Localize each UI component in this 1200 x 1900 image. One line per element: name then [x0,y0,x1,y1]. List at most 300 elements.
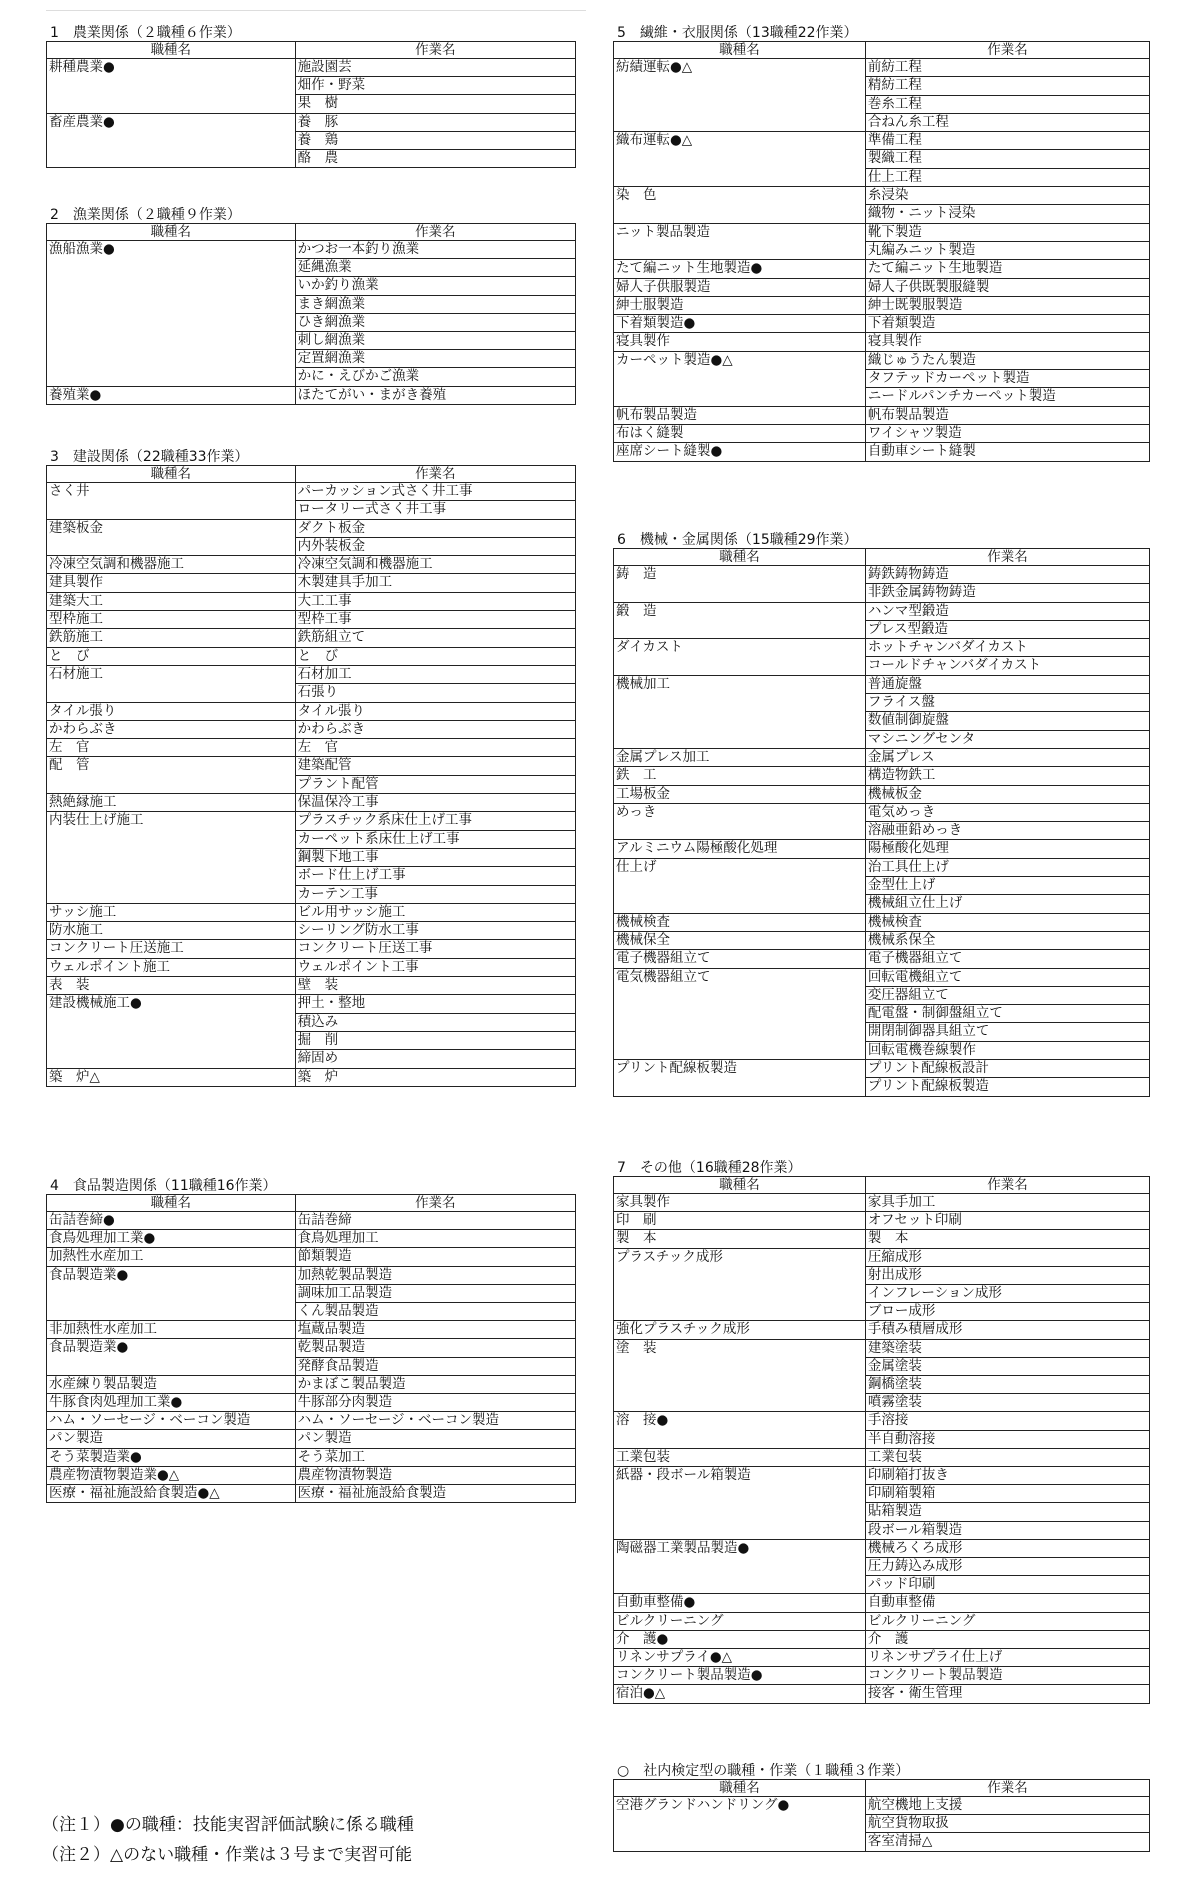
work-name-cell: そう菜加工 [295,1448,575,1466]
job-kind-cell [614,95,866,113]
table-row [614,986,1150,1004]
table-row [614,840,1150,858]
work-name-cell: 家具手加工 [865,1194,1149,1212]
work-name-cell: 陽極酸化処理 [865,840,1149,858]
work-name-cell: 合ねん糸工程 [865,113,1149,131]
job-kind-cell [614,1430,866,1448]
table-row [47,592,576,610]
work-name-cell: 織じゅうたん製造 [865,351,1149,369]
job-kind-cell [47,1357,296,1375]
table-row [47,940,576,958]
column-header-kind: 職種名 [47,42,296,59]
job-kind-cell: 工場板金 [614,785,866,803]
work-name-cell: コンクリート製品製造 [865,1667,1149,1685]
job-kind-cell [614,584,866,602]
section-others [613,1160,1150,1704]
job-kind-cell: 牛豚食肉処理加工業● [47,1394,296,1412]
table-row [47,794,576,812]
job-table [46,1194,576,1503]
table-row [614,730,1150,748]
table-row [47,702,576,720]
work-name-cell: かわらぶき [295,720,575,738]
footnotes [42,1810,414,1870]
work-name-cell: 壁 装 [295,977,575,995]
job-kind-cell [47,867,296,885]
job-kind-cell [47,830,296,848]
work-name-cell: 木製建具手加工 [295,574,575,592]
work-name-cell: 前紡工程 [865,59,1149,77]
table-row [614,767,1150,785]
table-row [47,556,576,574]
table-row [614,1558,1150,1576]
job-kind-cell: 織布運転●△ [614,132,866,150]
job-kind-cell: 介 護● [614,1630,866,1648]
table-row [47,885,576,903]
column-header-kind: 職種名 [47,466,296,483]
table-row [614,443,1150,461]
job-kind-cell [614,1485,866,1503]
work-name-cell: 噴霧塗装 [865,1394,1149,1412]
work-name-cell: 食鳥処理加工 [295,1230,575,1248]
work-name-cell: 印刷箱製箱 [865,1485,1149,1503]
job-kind-cell: 陶磁器工業製品製造● [614,1539,866,1557]
job-kind-cell [614,822,866,840]
work-name-cell: 機械組立仕上げ [865,895,1149,913]
work-name-cell: 金属塗装 [865,1357,1149,1375]
work-name-cell: プラスチック系床仕上げ工事 [295,812,575,830]
work-name-cell: 乾製品製造 [295,1339,575,1357]
work-name-cell: 電気めっき [865,803,1149,821]
table-row [47,629,576,647]
job-kind-cell: 電気機器組立て [614,968,866,986]
job-kind-cell: 非加熱性水産加工 [47,1321,296,1339]
work-name-cell: 回転電機巻線製作 [865,1041,1149,1059]
table-row [614,584,1150,602]
table-row [614,388,1150,406]
table-row [47,1394,576,1412]
job-kind-cell: 婦人子供服製造 [614,278,866,296]
work-name-cell: 構造物鉄工 [865,767,1149,785]
table-row [614,1612,1150,1630]
table-row [47,977,576,995]
job-kind-cell: コンクリート製品製造● [614,1667,866,1685]
work-name-cell: 非鉄金属鋳物鋳造 [865,584,1149,602]
job-kind-cell [614,1303,866,1321]
table-row [47,995,576,1013]
work-name-cell: 半自動溶接 [865,1430,1149,1448]
table-row [47,537,576,555]
work-name-cell: パッド印刷 [865,1576,1149,1594]
table-row [614,931,1150,949]
table-row [47,1375,576,1393]
job-kind-cell [614,1521,866,1539]
work-name-cell: 普通旋盤 [865,675,1149,693]
job-kind-cell [47,1284,296,1302]
job-kind-cell [614,620,866,638]
job-kind-cell: 寝具製作 [614,333,866,351]
job-kind-cell: 金属プレス加工 [614,748,866,766]
work-name-cell: くん製品製造 [295,1303,575,1321]
work-name-cell: プラント配管 [295,775,575,793]
table-row [614,620,1150,638]
table-row [614,1833,1150,1851]
job-kind-cell: 建設機械施工● [47,995,296,1013]
job-kind-cell: リネンサプライ●△ [614,1649,866,1667]
table-row [47,574,576,592]
job-kind-cell [47,313,296,331]
footnote-2: （注２）△のない職種・作業は３号まで実習可能 [42,1845,413,1865]
job-kind-cell [47,95,296,113]
work-name-cell: プリント配線板製造 [865,1078,1149,1096]
work-name-cell: ひき網漁業 [295,313,575,331]
job-kind-cell [614,1558,866,1576]
work-name-cell: マシニングセンタ [865,730,1149,748]
table-row [614,1357,1150,1375]
section-title: 6 機械・金属関係（15職種29作業） [617,532,858,548]
job-kind-cell: 医療・福祉施設給食製造●△ [47,1485,296,1503]
table-row [47,1212,576,1230]
job-kind-cell: ニット製品製造 [614,223,866,241]
table-row [47,848,576,866]
work-name-cell: 農産物漬物製造 [295,1466,575,1484]
job-kind-cell: 配 管 [47,757,296,775]
job-kind-cell: 築 炉△ [47,1068,296,1086]
table-header-row [47,466,576,483]
work-name-cell: コンクリート圧送工事 [295,940,575,958]
work-name-cell: 航空機地上支援 [865,1797,1149,1815]
work-name-cell: 自動車シート縫製 [865,443,1149,461]
work-name-cell: ロータリー式さく井工事 [295,501,575,519]
column-header-kind: 職種名 [47,224,296,241]
table-row [614,1649,1150,1667]
job-kind-cell [47,1303,296,1321]
table-row [614,602,1150,620]
job-kind-cell: 印 刷 [614,1212,866,1230]
job-kind-cell: 建築大工 [47,592,296,610]
table-row [47,757,576,775]
work-name-cell: 掘 削 [295,1031,575,1049]
table-row [614,278,1150,296]
work-name-cell: 機械板金 [865,785,1149,803]
job-kind-cell [614,1394,866,1412]
job-kind-cell: 建築板金 [47,519,296,537]
table-row [47,958,576,976]
table-row [614,1815,1150,1833]
job-table [46,41,576,168]
work-name-cell: 製 本 [865,1230,1149,1248]
work-name-cell: 塩蔵品製造 [295,1321,575,1339]
job-kind-cell [614,1041,866,1059]
job-kind-cell: 水産練り製品製造 [47,1375,296,1393]
table-row [614,657,1150,675]
work-name-cell: 積込み [295,1013,575,1031]
table-row [614,1266,1150,1284]
work-name-cell: 養 鶏 [295,131,575,149]
job-kind-cell: 機械検査 [614,913,866,931]
job-kind-cell [47,1031,296,1049]
table-row [614,132,1150,150]
job-kind-cell: 強化プラスチック成形 [614,1321,866,1339]
work-name-cell: 数値制御旋盤 [865,712,1149,730]
table-row [47,501,576,519]
job-kind-cell: ダイカスト [614,639,866,657]
job-kind-cell: 自動車整備● [614,1594,866,1612]
work-name-cell: 貼箱製造 [865,1503,1149,1521]
work-name-cell: ビルクリーニング [865,1612,1149,1630]
table-row [614,639,1150,657]
table-row [47,903,576,921]
table-header-row [614,42,1150,59]
job-kind-cell [47,684,296,702]
table-row [47,295,576,313]
table-row [614,1339,1150,1357]
work-name-cell: 紳士既製服製造 [865,296,1149,314]
table-row [614,785,1150,803]
work-name-cell: 型枠工事 [295,611,575,629]
job-kind-cell [614,1285,866,1303]
work-name-cell: ウェルポイント工事 [295,958,575,976]
work-name-cell: 石材加工 [295,665,575,683]
job-kind-cell: 紳士服製造 [614,296,866,314]
job-kind-cell [614,1503,866,1521]
job-kind-cell [47,1013,296,1031]
work-name-cell: タイル張り [295,702,575,720]
table-row [614,1321,1150,1339]
column-header-work: 作業名 [295,224,575,241]
work-name-cell: 缶詰巻締 [295,1212,575,1230]
table-row [47,59,576,77]
table-row [47,1357,576,1375]
table-row [614,1412,1150,1430]
work-name-cell: パン製造 [295,1430,575,1448]
job-kind-cell: そう菜製造業● [47,1448,296,1466]
table-row [614,1078,1150,1096]
table-row [614,895,1150,913]
job-kind-cell [614,370,866,388]
work-name-cell: 内外装板金 [295,537,575,555]
table-row [47,812,576,830]
work-name-cell: 節類製造 [295,1248,575,1266]
job-kind-cell: 座席シート縫製● [614,443,866,461]
table-row [614,223,1150,241]
work-name-cell: インフレーション成形 [865,1285,1149,1303]
work-name-cell: 発酵食品製造 [295,1357,575,1375]
table-row [614,748,1150,766]
work-name-cell: 保温保冷工事 [295,794,575,812]
job-table [613,41,1150,462]
work-name-cell: ニードルパンチカーペット製造 [865,388,1149,406]
job-kind-cell [47,848,296,866]
work-name-cell: 押土・整地 [295,995,575,1013]
table-row [614,168,1150,186]
job-kind-cell [614,986,866,1004]
table-row [614,822,1150,840]
table-row [47,95,576,113]
job-table [613,1176,1150,1704]
work-name-cell: 帆布製品製造 [865,406,1149,424]
work-name-cell: 射出成形 [865,1266,1149,1284]
work-name-cell: 冷凍空気調和機器施工 [295,556,575,574]
job-kind-cell: 仕上げ [614,858,866,876]
job-kind-cell: 溶 接● [614,1412,866,1430]
table-row [47,1339,576,1357]
work-name-cell: ダクト板金 [295,519,575,537]
job-kind-cell: 機械加工 [614,675,866,693]
work-name-cell: まき網漁業 [295,295,575,313]
job-kind-cell: さく井 [47,483,296,501]
job-kind-cell: コンクリート圧送施工 [47,940,296,958]
work-name-cell: オフセット印刷 [865,1212,1149,1230]
job-kind-cell: ビルクリーニング [614,1612,866,1630]
table-row [614,1041,1150,1059]
work-name-cell: 回転電機組立て [865,968,1149,986]
work-name-cell: 糸浸染 [865,187,1149,205]
job-kind-cell: 鉄 工 [614,767,866,785]
job-kind-cell: 内装仕上げ施工 [47,812,296,830]
job-kind-cell [614,895,866,913]
table-row [614,566,1150,584]
table-row [47,519,576,537]
job-kind-cell: かわらぶき [47,720,296,738]
column-header-work: 作業名 [295,42,575,59]
table-row [614,296,1150,314]
job-kind-cell: 宿泊●△ [614,1685,866,1703]
table-row [614,1685,1150,1703]
work-name-cell: ハンマ型鍛造 [865,602,1149,620]
job-kind-cell [47,501,296,519]
table-row [614,187,1150,205]
table-row [614,370,1150,388]
section-agriculture [46,25,576,168]
work-name-cell: 丸編みニット製造 [865,241,1149,259]
job-kind-cell [614,205,866,223]
work-name-cell: 開閉制御器具組立て [865,1023,1149,1041]
section-title: 5 繊維・衣服関係（13職種22作業） [617,25,858,41]
job-kind-cell: 帆布製品製造 [614,406,866,424]
table-row [614,968,1150,986]
table-row [47,1230,576,1248]
job-kind-cell [614,1005,866,1023]
table-row [47,277,576,295]
job-kind-cell [47,131,296,149]
work-name-cell: 畑作・野菜 [295,77,575,95]
work-name-cell: いか釣り漁業 [295,277,575,295]
job-kind-cell: 塗 装 [614,1339,866,1357]
work-name-cell: ボード仕上げ工事 [295,867,575,885]
job-kind-cell: カーペット製造●△ [614,351,866,369]
table-row [47,684,576,702]
work-name-cell: 定置網漁業 [295,350,575,368]
job-kind-cell: 電子機器組立て [614,950,866,968]
table-row [614,1576,1150,1594]
table-row [47,483,576,501]
job-kind-cell [47,259,296,277]
job-kind-cell: 鉄筋施工 [47,629,296,647]
job-kind-cell [614,77,866,95]
work-name-cell: 手溶接 [865,1412,1149,1430]
table-row [47,1430,576,1448]
job-kind-cell: 空港グランドハンドリング● [614,1797,866,1815]
section-title: 1 農業関係（２職種６作業） [50,25,241,41]
work-name-cell: 大工工事 [295,592,575,610]
job-kind-cell: 機械保全 [614,931,866,949]
table-row [614,1285,1150,1303]
job-kind-cell [614,712,866,730]
table-row [47,867,576,885]
work-name-cell: 延縄漁業 [295,259,575,277]
work-name-cell: 巻糸工程 [865,95,1149,113]
work-name-cell: 準備工程 [865,132,1149,150]
section-title: 2 漁業関係（２職種９作業） [50,207,241,223]
column-header-kind: 職種名 [614,42,866,59]
job-kind-cell [47,537,296,555]
table-row [47,1448,576,1466]
work-name-cell: コールドチャンバダイカスト [865,657,1149,675]
work-name-cell: 印刷箱打抜き [865,1467,1149,1485]
work-name-cell: 牛豚部分肉製造 [295,1394,575,1412]
work-name-cell: 配電盤・制御盤組立て [865,1005,1149,1023]
table-row [47,830,576,848]
job-kind-cell [614,877,866,895]
work-name-cell: 製織工程 [865,150,1149,168]
table-row [614,694,1150,712]
job-kind-cell: 食品製造業● [47,1339,296,1357]
work-name-cell: 加熱乾製品製造 [295,1266,575,1284]
job-table [613,1779,1150,1852]
work-name-cell: かに・えびかご漁業 [295,368,575,386]
job-kind-cell [614,1815,866,1833]
job-kind-cell [614,1833,866,1851]
work-name-cell: 寝具製作 [865,333,1149,351]
job-kind-cell: 鋳 造 [614,566,866,584]
work-name-cell: ワイシャツ製造 [865,424,1149,442]
job-kind-cell: 防水施工 [47,922,296,940]
table-header-row [47,1195,576,1212]
work-name-cell: 金属プレス [865,748,1149,766]
table-row [614,1230,1150,1248]
job-kind-cell [47,885,296,903]
work-name-cell: 圧縮成形 [865,1248,1149,1266]
job-kind-cell: 型枠施工 [47,611,296,629]
table-row [47,775,576,793]
work-name-cell: 精紡工程 [865,77,1149,95]
table-row [614,1667,1150,1685]
job-kind-cell: ウェルポイント施工 [47,958,296,976]
work-name-cell: 電子機器組立て [865,950,1149,968]
section-title: 7 その他（16職種28作業） [617,1160,802,1176]
table-row [614,877,1150,895]
section-textile-clothing [613,25,1150,462]
table-row [614,1303,1150,1321]
table-row [47,611,576,629]
job-kind-cell: 家具製作 [614,1194,866,1212]
table-row [614,1376,1150,1394]
table-row [614,150,1150,168]
work-name-cell: ブロー成形 [865,1303,1149,1321]
table-row [614,351,1150,369]
table-row [47,922,576,940]
table-row [614,1430,1150,1448]
job-kind-cell: プリント配線板製造 [614,1060,866,1078]
work-name-cell: 靴下製造 [865,223,1149,241]
work-name-cell: 果 樹 [295,95,575,113]
job-kind-cell [614,1078,866,1096]
work-name-cell: 養 豚 [295,113,575,131]
job-table [46,223,576,405]
job-kind-cell: 布はく縫製 [614,424,866,442]
table-row [47,368,576,386]
job-kind-cell [47,77,296,95]
